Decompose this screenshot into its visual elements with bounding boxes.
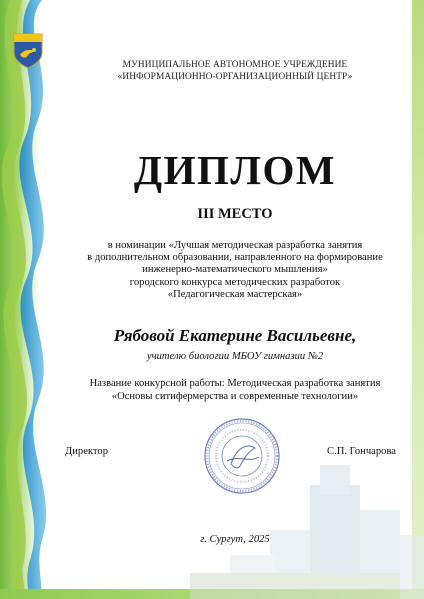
organization-header (60, 60, 410, 83)
work-line: «Основы ситифермерства и современные технологии» (111, 390, 359, 402)
work-title (60, 378, 410, 403)
diploma-title: ДИПЛОМ (133, 147, 337, 193)
nomination-line: в номинации «Лучшая методическая разработка занятия (107, 240, 363, 251)
official-seal-stamp (203, 417, 281, 495)
nomination-line: «Педагогическая мастерская» (167, 288, 303, 300)
nomination-line: городского конкурса методических разработок (129, 276, 341, 288)
work-line: Название конкурсной работы: Методическая разработка занятия (89, 378, 381, 389)
organization-line-2: «ИНФОРМАЦИОННО-ОРГАНИЗАЦИОННЫЙ ЦЕНТР» (117, 71, 353, 82)
footer-city-year: г. Сургут, 2025 (200, 534, 270, 545)
nomination-line: инженерно-математического мышления» (142, 264, 328, 276)
recipient-role: учителю биологии МБОУ гимназии №2 (146, 351, 324, 362)
award-place: III МЕСТО (197, 206, 273, 222)
recipient-name: Рябовой Екатерине Васильевне, (113, 326, 357, 345)
signature-name: С.П. Гончарова (327, 446, 397, 457)
nomination-text (60, 240, 410, 301)
nomination-line: в дополнительном образовании, направленного на формирование (87, 252, 383, 264)
city-coat-of-arms-icon (13, 33, 43, 69)
signature-position: Директор (65, 446, 108, 457)
organization-line-1: МУНИЦИПАЛЬНОЕ АВТОНОМНОЕ УЧРЕЖДЕНИЕ (122, 60, 348, 70)
